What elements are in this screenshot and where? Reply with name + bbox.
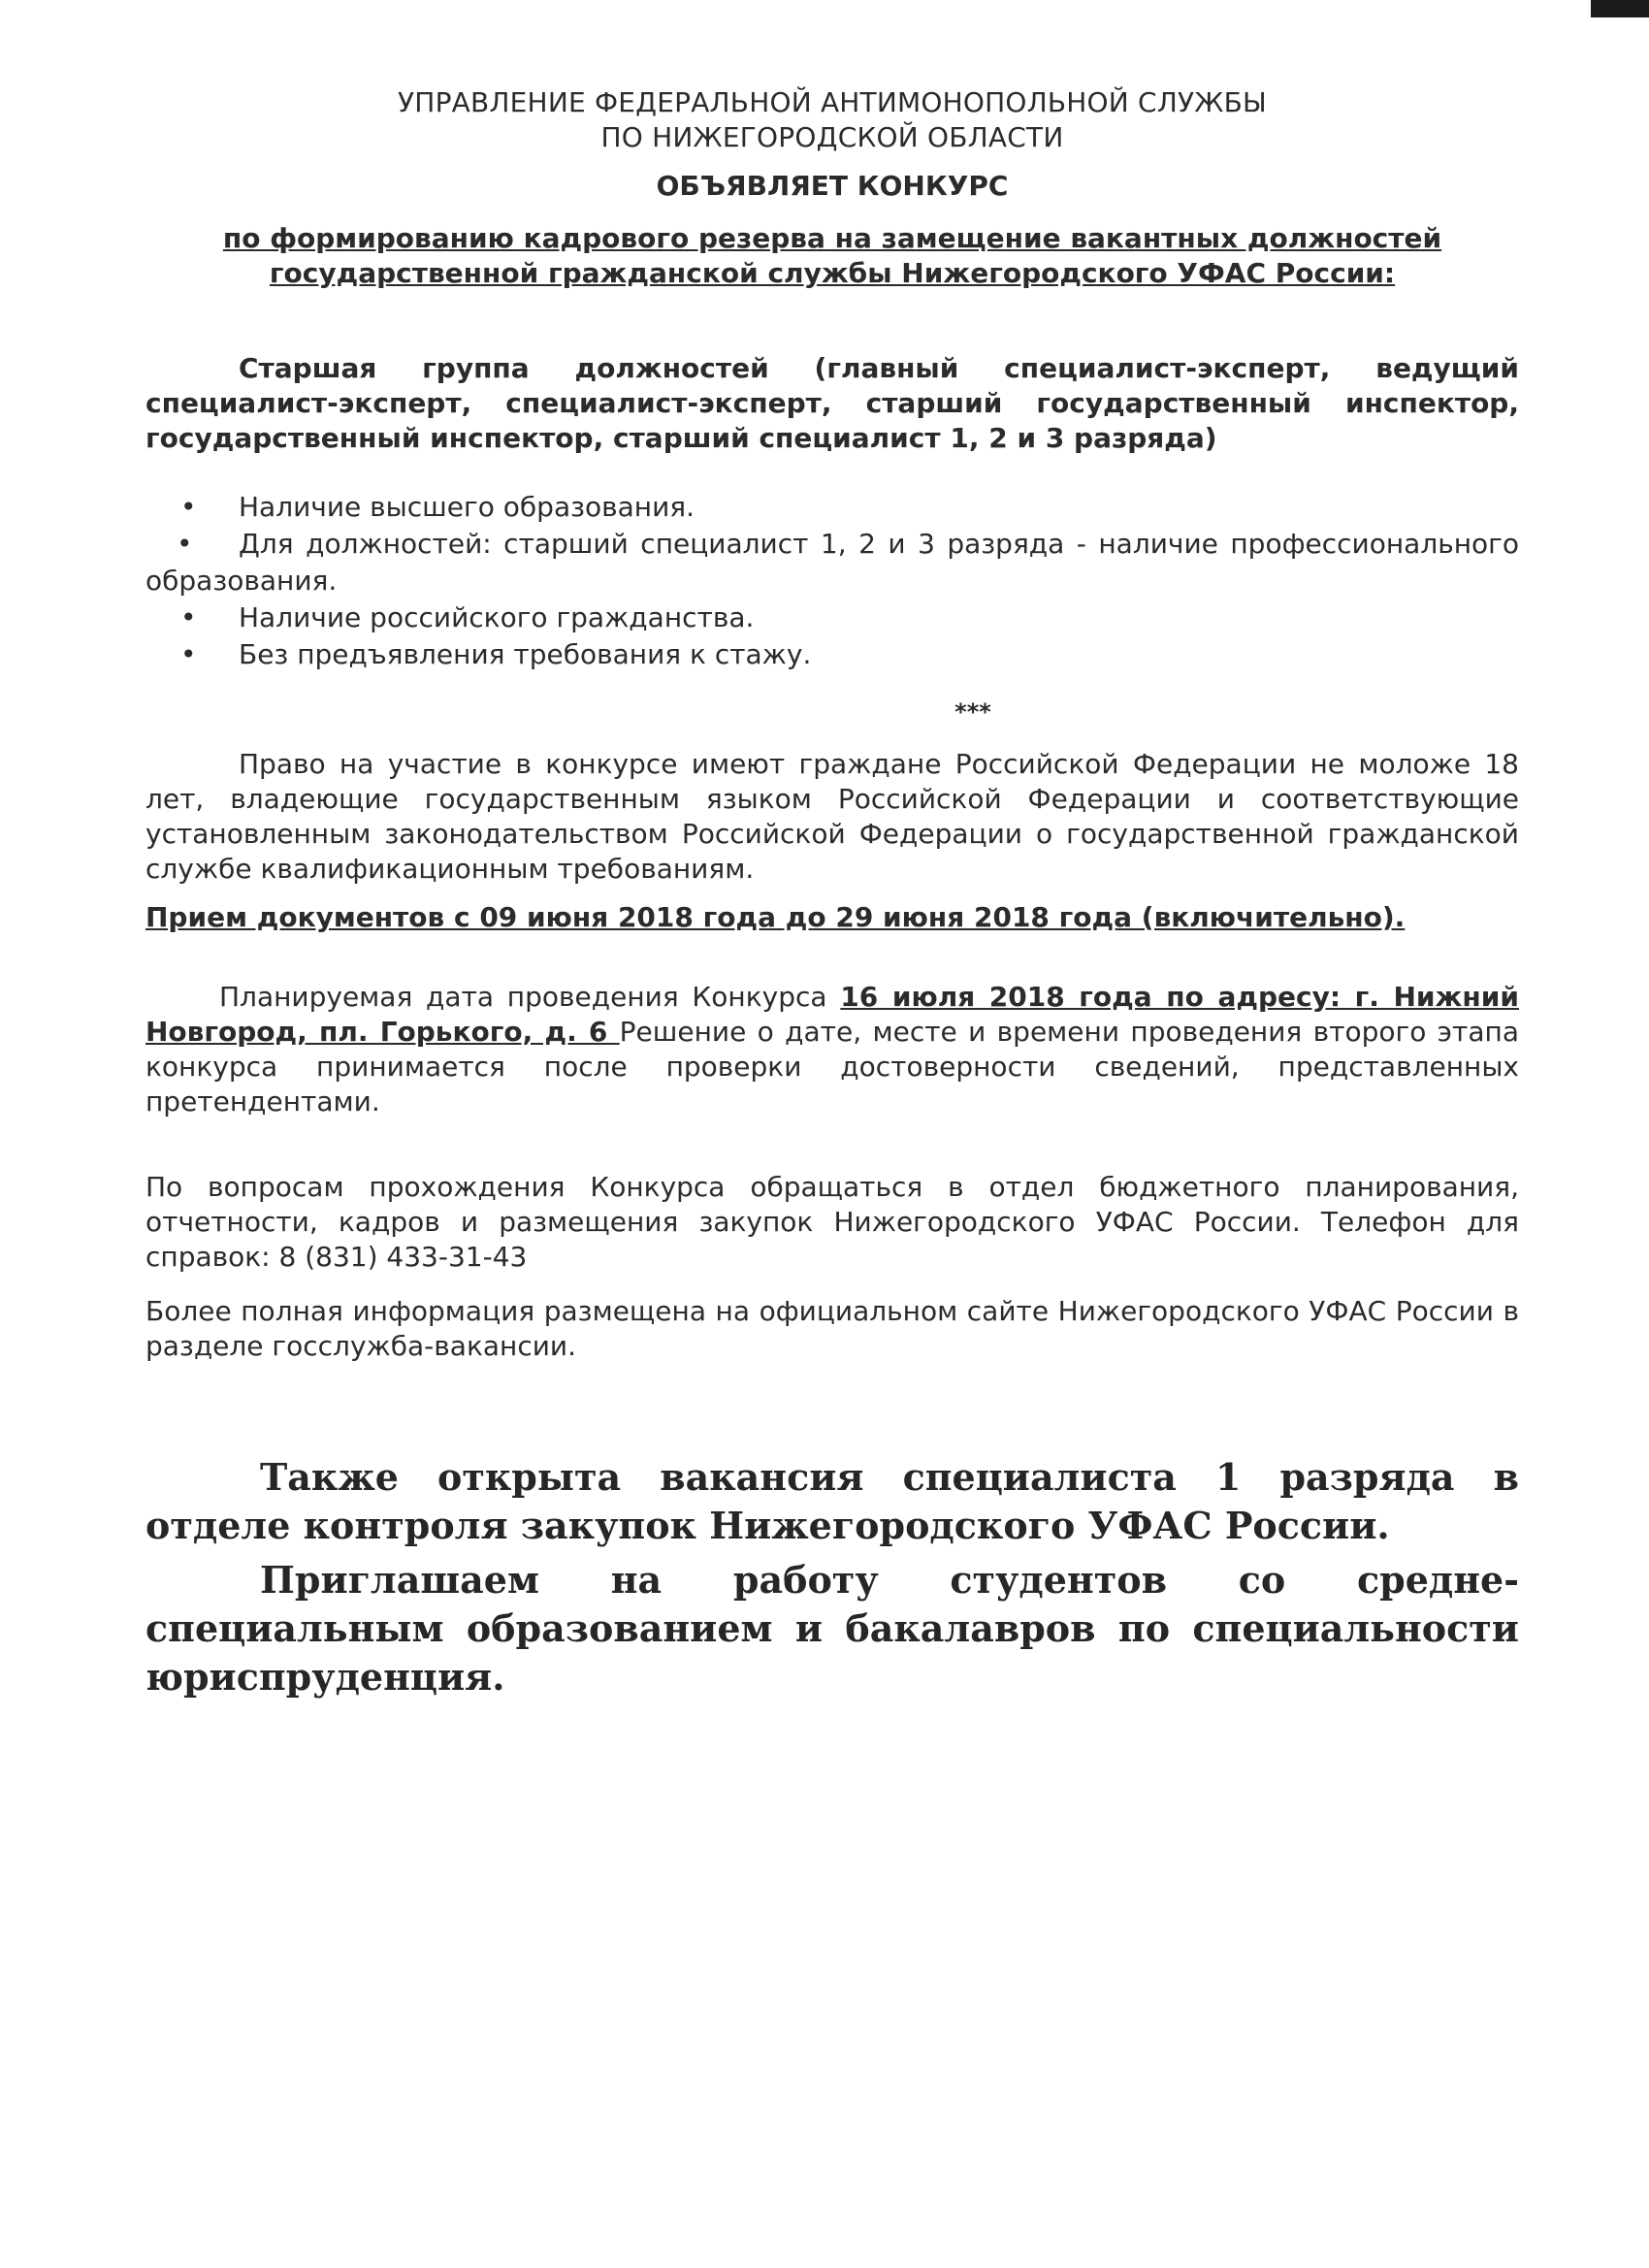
planned-suffix: Решение о дате, месте и времени проведения второго этапа конкурса принимается после проверки достоверности сведений, представленных претендентами. <box>146 1016 1519 1118</box>
document-page <box>146 85 1519 1701</box>
requirement-text: Наличие российского гражданства. <box>239 601 755 633</box>
subtitle-line-2: государственной гражданской службы Нижегородского УФАС России: <box>269 257 1396 289</box>
planned-prefix: Планируемая дата проведения Конкурса <box>219 981 841 1013</box>
requirement-text: Наличие высшего образования. <box>239 491 695 523</box>
documents-acceptance-dates: Прием документов с 09 июня 2018 года до 29 июня 2018 года (включительно). <box>146 901 1406 933</box>
contacts-paragraph: По вопросам прохождения Конкурса обращаться в отдел бюджетного планирования, отчетности, кадров и размещения закупок Нижегородского УФАС России. Телефон для справок: 8 (831) 433-31-43 <box>146 1171 1519 1273</box>
subtitle-line-1: по формированию кадрового резерва на замещение вакантных должностей <box>222 222 1442 254</box>
eligibility-paragraph: Право на участие в конкурсе имеют граждане Российской Федерации не моложе 18 лет, владеющие государственным языком Российской Федерации и соответствующие установленным законодательством Российской Федерации о государственной гражданской службе квалификационным требованиям. <box>146 748 1519 885</box>
invite-paragraph: Приглашаем на работу студентов со средне-специальным образованием и бакалавров по специальности юриспруденция. <box>146 1558 1519 1699</box>
bullet-icon: • <box>180 491 197 523</box>
bullet-icon: • <box>180 638 197 670</box>
bullet-icon: • <box>180 601 197 633</box>
requirement-text: Без предъявления требования к стажу. <box>239 638 812 670</box>
requirement-text: Для должностей: старший специалист 1, 2 и 3 разряда - наличие профессионального образования. <box>146 528 1519 597</box>
list-item <box>146 526 1519 599</box>
requirements-list <box>146 489 1519 673</box>
scan-edge-mark <box>1591 0 1649 17</box>
section-separator: *** <box>954 698 991 726</box>
position-groups-paragraph: Старшая группа должностей (главный специалист-эксперт, ведущий специалист-эксперт, специалист-эксперт, старший государственный инспектор, государственный инспектор, старший специалист 1, 2 и 3 разряда) <box>146 352 1519 454</box>
announce-title: ОБЪЯВЛЯЕТ КОНКУРС <box>656 170 1009 202</box>
bullet-icon: • <box>177 528 193 560</box>
list-item <box>146 599 1519 636</box>
header-line-1: УПРАВЛЕНИЕ ФЕДЕРАЛЬНОЙ АНТИМОНОПОЛЬНОЙ СЛУЖБЫ <box>398 86 1267 118</box>
list-item <box>146 636 1519 673</box>
document-header <box>146 85 1519 155</box>
competition-subtitle <box>146 221 1519 291</box>
planned-date-paragraph <box>146 980 1519 1119</box>
more-info-paragraph: Более полная информация размещена на официальном сайте Нижегородского УФАС России в разделе госслужба-вакансии. <box>146 1295 1519 1362</box>
list-item <box>146 489 1519 526</box>
header-line-2: ПО НИЖЕГОРОДСКОЙ ОБЛАСТИ <box>600 121 1064 153</box>
vacancy-paragraph: Также открыта вакансия специалиста 1 разряда в отделе контроля закупок Нижегородского УФАС России. <box>146 1455 1519 1547</box>
planned-date-address: 16 июля 2018 года по адресу: г. Нижний Новгород, пл. Горького, д. 6 <box>146 981 1519 1048</box>
